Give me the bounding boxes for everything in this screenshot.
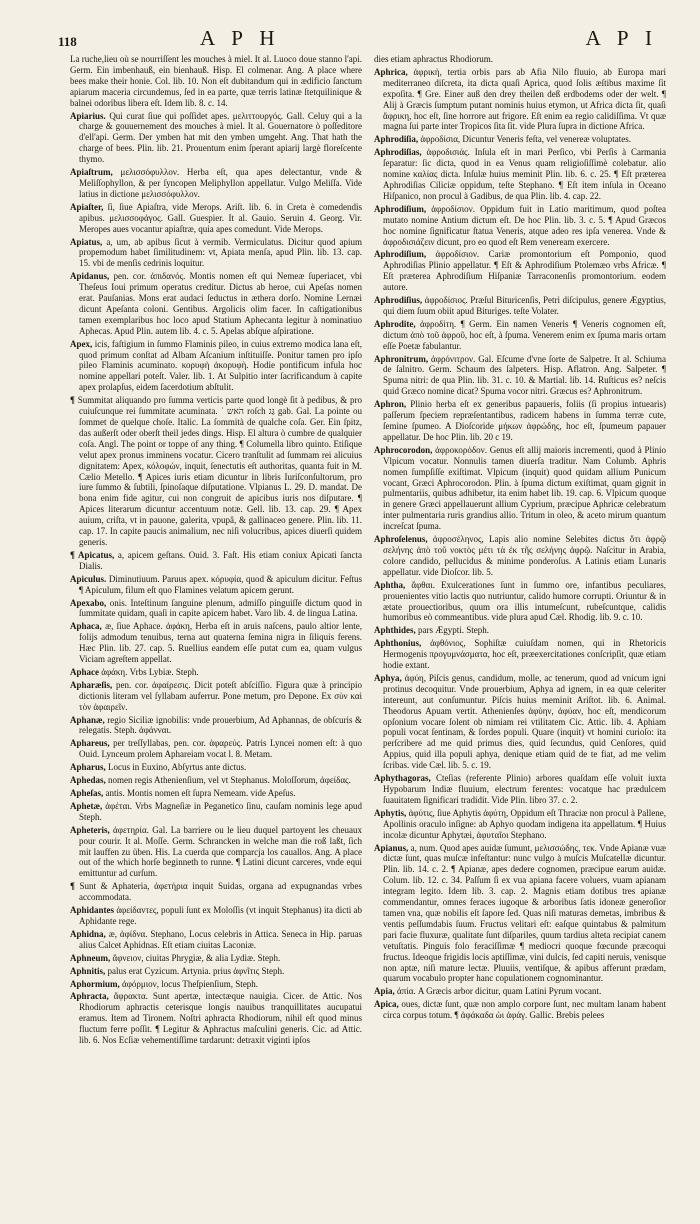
entry-text: ἀπία. A Græcis arbor dicitur, quam Latini Pyrum vocant.: [397, 986, 602, 997]
entry-text: a, um, ab apibus ſicut à vermib. Vermiculatus. Dicitur quod apium propemodum habet ſimilitudinem: vt, Apiata menſa, apud Plin. lib. 13. cap. 15. vbi de menſis cedrinis loquitur.: [79, 236, 362, 269]
dictionary-entry: [70, 574, 362, 596]
entry-headword: Aphtha,: [374, 579, 406, 590]
entry-headword: Apica,: [374, 999, 399, 1010]
entry-text: ἄφρακτα. Sunt apertæ, intectæque nauigia. Cicer. de Attic. Nos Rhodiorum aphractis ceterisque longis nauibus tranquillitates aucupatui eramus. Item ad Tironem. Noſtri aphracta Rhodiorum, nihil eſt quod minus fluctum ferre poſſit. ¶ Legitur & Aphractus maſculini generis. Cic. ad Attic. lib. 6. Nos Ecſiæ vehementiſſime tardarunt: detraxit viginti ipſos: [79, 991, 362, 1046]
entry-text: ἀφροδίσιος. Præſul Bituricenſis, Petri diſcipulus, genere Ægyptius, qui diem ſuum obiit apud Bituriges. teſte Volater.: [383, 295, 666, 316]
entry-text: antis. Montis nomen eſt ſupra Nemeam. vide Apeſus.: [105, 788, 296, 798]
dictionary-entry: [70, 715, 362, 737]
entry-headword: Aphthonius,: [374, 638, 422, 649]
entry-text: ἀφέται. Vrbs Magneſiæ in Peganetico ſinu, cauſam nominis lege apud Steph.: [79, 800, 362, 822]
entry-headword: Aphronitrum,: [374, 353, 429, 364]
entry-text: a, apicem geſtans. Ouid. 3. Faſt. His etiam coniux Apicati ſancta Dialis.: [79, 549, 362, 571]
entry-headword: Apia,: [374, 986, 395, 997]
dictionary-entry: [374, 580, 666, 624]
entry-text: ἀφρόνιτρον. Gal. Eſcume d'vne ſorte de Salpetre. It al. Schiuma de ſalnitro. Germ. Schaum des ſalpeters. Hisp. Aflatron. Ang. Salpeter. ¶ Spuma nitri: de qua Plin. lib. 31. c. 10. & Martial. lib. 14. Ruſticus es? neſcis quid Græco nomine dicat? Spuma vocor nitri. Græcus es? Aphronitrum.: [383, 353, 666, 397]
page-number: 118: [58, 34, 77, 49]
entry-text: Qui curat ſiue qui poſſidet apes. μελιττουργός. Gall. Celuy qui a la charge & gouuernement des mouches à miel. It al. Gouernatore ò poſſeditore d'ell'api. Germ. Der ymben hat mit den ymben umgeht. Ang. That hath the charge of bees. Plin. lib. 21. Prouentum enim ſperant apiarij largè floreſcente thymo.: [79, 110, 362, 165]
entry-headword: Aphracta,: [70, 991, 109, 1002]
dictionary-entry: [70, 202, 362, 235]
entry-text: onis. Inteſtinum ſanguine plenum, admiſſo pinguiſſe dictum quod in ſummitate quidam, quaſi in capite apicem habet. Varo lib. 4. de lingua Latina.: [79, 597, 362, 619]
entry-headword: Apiaſtrum,: [70, 167, 113, 178]
entry-headword: Apiculus.: [70, 573, 107, 584]
entry-headword: Aphythagoras,: [374, 773, 431, 784]
dictionary-entry: [374, 319, 666, 352]
entry-text: ἄφνειον, ciuitas Phrygiæ, & alia Lydiæ. Steph.: [112, 952, 281, 963]
text-columns: [70, 54, 666, 1224]
entry-headword: Aphytis,: [374, 807, 407, 818]
dictionary-entry: [70, 598, 362, 620]
entry-headword: Apianus,: [374, 842, 409, 853]
dictionary-entry: [70, 762, 362, 773]
entry-headword: Apheſas,: [70, 788, 104, 798]
entry-text: Locus in Euxino, Abſyrtus ante dictus.: [108, 762, 247, 773]
entry-headword: Aphedas,: [70, 775, 106, 786]
entry-text: nomen regis Athenienſium, vel vt Stephanus. Moloſſorum, ἀφείδας.: [108, 775, 351, 786]
entry-text: ἀφάκη. Vrbs Lybiæ. Steph.: [101, 666, 199, 677]
entry-text: ἀφροδίσιον. Cariæ promontorium eſt Pomponio, quod Aphrodiſias Plinio appellatur. ¶ Eſt & Aphrodiſium Ptolemæo vrbs Africæ. ¶ Eſt præterea Aphrodiſium Hiſpaniæ Tarraconenſis promontorium. eodem autore.: [383, 249, 666, 293]
entry-text: ἀφύη, Piſcis genus, candidum, molle, ac tenerum, quod ad vnicum igni protinus decoquitur. Vnde prouerbium, Aphya ad ignem, in ea quæ celeriter intereunt, aut conſumuntur. Piſcis huius meminit Ariſtot. lib. 6. Animal. Theodorus Apuam vertit. Athenienſes ἀφύην, ἀφύαν, hoc eſt, mendicorum opſonium vocare ſolent ob nimiam rei vtilitatem Cic. Attic. lib. 4. Aphiam populi vocat ſentinam, & ſordes populi. Quare (inquit) vt homini curioſo: ita perſcribere ad me quid primus dies, quid ſecundus, quid Cenſores, quid Appius, quid illa populi aphya, denique etiam quid de te fiat, ad me velim ſcribas. vide Cæl. lib. 5. c. 19.: [383, 672, 666, 771]
entry-headword: Apiarius.: [70, 110, 106, 121]
left-column: [70, 54, 362, 1224]
entry-headword: Apiaſter,: [70, 201, 104, 212]
dictionary-entry: [70, 953, 362, 964]
entry-text: μελισσόφυλλον. Herba eſt, qua apes delectantur, vnde & Meliſſophyllon, & per ſyncopen Meliphyllon appellatur. Vulgo Meliſſa. Vide latius in dictione μελισσόφυλλον.: [79, 167, 362, 199]
dictionary-entry: [374, 134, 666, 145]
dictionary-entry: [70, 991, 362, 1046]
entry-headword: Aphrodite,: [374, 318, 416, 329]
dictionary-entry: [70, 966, 362, 977]
entry-headword: Aphrodiſium,: [374, 203, 427, 214]
entry-text: oues, dictæ ſunt, quæ non amplo corpore ſunt, nec multam lanam habent circa corpus totum. ¶ ἀφάκαδα ὠι ἀφάγ. Gallic. Brebis pelees: [383, 999, 666, 1021]
dictionary-entry: [374, 249, 666, 293]
dictionary-entry: [374, 773, 666, 806]
entry-headword: Apidanus,: [70, 271, 110, 282]
entry-text: pars Ægypti. Steph.: [418, 625, 490, 636]
dictionary-entry: [374, 445, 666, 532]
dictionary-entry: [70, 929, 362, 951]
dictionary-entry: [374, 999, 666, 1021]
entry-headword: Aphace: [70, 666, 99, 677]
dictionary-entry: [374, 808, 666, 841]
entry-text: palus erat Cyzicum. Artynia. prius ἀφνῖτις Steph.: [107, 965, 285, 976]
right-column: [374, 54, 666, 1224]
entry-headword: Apharus,: [70, 762, 106, 773]
entry-headword: Aphthides,: [374, 625, 416, 636]
dictionary-entry: [374, 534, 666, 578]
dictionary-entry: [70, 339, 362, 394]
entry-text: ἄφθαι. Exulcerationes ſunt in ſummo ore, infantibus peculiares, prouenientes vitio lactis quo nutriuntur, calido humore corrupti. Oriuntur & in ætate prouectioribus, quum ora illis intumeſcunt, rubeſcuntque, calidis humoribus eò commeantibus. vide plura apud Cæl. Rhodig. lib. 9. c. 10.: [383, 579, 666, 623]
entry-text: pen. cor. ἀπιδανός. Montis nomen eſt qui Nemeæ ſuperiacet, vbi Theſeus Ioui primum operatus creditur. Dictus ab heroe, cui Apeſas nomen erat. Pauſanias. Mons erat audaci ſeductus in æthera dorſo. Nomine Lernæi dicunt Apeſanta coloni. Gentibus. Argolicis olim facer. In caſtigationibus tamen exemplaribus hoc loco apud Statium Aphecanta legitur à nominatiuo Aphecas. Apud Plin. autem lib. 4. c. 5. Apelas abſque aſpiratione.: [79, 271, 362, 336]
entry-text: regio Siciliæ ignobilis: vnde prouerbium, Ad Aphannas, de obſcuris & relegatis. Steph. ἀφάνναι.: [79, 714, 362, 736]
entry-text: per treſſyllabas, pen. cor. ἀφαρεύς. Patris Lyncei nomen eſt: à quo Ouid. Lynceum prolem Aphareiam vocat l. 8. Metam.: [79, 738, 362, 760]
entry-headword: Aphetæ,: [70, 800, 103, 811]
entry-text: Diminutiuum. Paruus apex. κόρυφία, quod & apiculum dicitur. Feſtus ¶ Apiculum, filum eſt quo Flamines velatum apicem gerunt.: [79, 573, 362, 595]
entry-headword: Apex,: [70, 338, 93, 349]
entry-text: Cteſias (referente Plinio) arbores quaſdam eſſe voluit iuxta Hypobarum Indiæ fluuium, electrum ferentes: vocatque hac prædulcem ſuauitatem ſignificari tradidit. Vide Plin. libro 37. c. 2.: [383, 773, 666, 805]
entry-headword: Aphanæ,: [70, 714, 105, 725]
dictionary-entry: [70, 550, 362, 572]
dictionary-entry: [70, 905, 362, 927]
entry-text: Sunt & Aphateria, ἀφετήρια inquit Suidas, organa ad expugnandas vrbes accommodata.: [79, 881, 362, 903]
entry-headword: ¶: [70, 395, 75, 406]
entry-text: ἀφροδίσιον. Oppidum fuit in Latio maritimum, quod poſtea mutato nomine Antium dictum eſt. De hoc Plin. lib. 3. c. 5. ¶ Apud Græcos hoc nomine ſignificatur ſtatua Veneris, atque adeo res ipſa venerea. Vnde & ἀφροδισιάζειν dicunt, pro eo quod eſt Rem veneream exercere.: [383, 203, 666, 247]
dictionary-entry: [374, 673, 666, 771]
dictionary-entry: [70, 237, 362, 270]
dictionary-entry: [374, 295, 666, 317]
entry-headword: Aphroſelenus,: [374, 534, 428, 545]
dictionary-entry: [374, 625, 666, 636]
entry-text: icis, faſtigium in ſummo Flaminis pileo, in cuius extremo modica lana eſt, quod primum conſtat ad Albam Aſcanium inſtituiſſe. Ponitur tamen pro ipſo pileo Flaminis acuminato. κορυφὴ ἀκορυφὴ. Hodie pontificum infula hoc nomine appellari poteſt. Valer. lib. 1. At Sulpitio inter ſacrificandum à capite apex prolapſus, eidem ſacerdotium abſtulit.: [79, 338, 362, 393]
dictionary-entry: [70, 881, 362, 903]
dictionary-entry: [70, 979, 362, 990]
entry-headword: Aphrodiſium,: [374, 249, 427, 260]
dictionary-entry: [374, 399, 666, 443]
entry-text: pen. cor. ἀφαίρεσις. Dicit poteſt abſciſſio. Figura quæ à principio dictionis literam vel ſyllabam auferrur. Pone metum, pro Depone. Ex σὺν καὶ τὸν ἀφαιρεῖν.: [79, 679, 362, 712]
entry-text: ἀφρικὴ, tertia orbis pars ab Afia Nilo fluuio, ab Europa mari mediterraneo diſcreta, ita dicta quaſi Aprica, quod ſolis æſtibus maxime ſit expoſita. ¶ Gre. Einer auß den drey theilen deß erdbodems oder der welt. ¶ Alij à Græcis ſumptum putant nominis huius etymon, ut Africa dicta ſit, quaſi ἄφρικη, hoc eſt, ſine horrore aut frigore. Eſt enim ea regio calidiſſima. Vt quæ magna ſui parte inter Tropicos ſita ſit. vide Plura ſupra in dictione Africa.: [383, 66, 666, 132]
dictionary-entry: [70, 680, 362, 713]
entry-text: ἀφύτις, ſiue Aphytis ἀφύτη, Oppidum eſt Thraciæ non procul à Pallene, Apollinis oraculo inſigne: ab Aphyo quodam indigena ita appellatum. ¶ Huius incolæ dicuntur Aphytæi, ἀφυταῖοι Stephano.: [383, 807, 666, 840]
running-head-left: A P H: [200, 26, 281, 50]
entry-headword: Aphrodiſias,: [374, 147, 422, 158]
entry-headword: Apharæſis,: [70, 679, 113, 690]
entry-headword: Apheteris,: [70, 824, 110, 835]
dictionary-entry: [374, 147, 666, 202]
dictionary-entry: [70, 271, 362, 336]
dictionary-entry: [70, 621, 362, 665]
entry-text: ἀφροδίσια, Dicuntur Veneris feſta, vel venereæ voluptates.: [420, 134, 631, 145]
dictionary-entry: [70, 167, 362, 200]
entry-headword: ¶ Apicatus,: [70, 549, 115, 560]
page-header: [58, 26, 666, 50]
entry-text: ἀφροδίτη. ¶ Germ. Ein namen Veneris ¶ Veneris cognomen eſt, dictum ἀπὸ τοῦ ἀφροῦ, hoc eſt, à ſpuma. Venerem enim ex ſpuma maris ortam eſſe Poetæ fabulantur.: [383, 318, 666, 351]
entry-text: ἀφροσέληνος, Lapis alio nomine Selebites dictus ὅτι ἀφρῷ σελήνης ἀπὸ τοῦ νοκτὸς μέτι τὰ ἐκ τῆς σελήνης ἀφρῷ. Naſcitur in Arabia, colore candido, pellucidus & minime ponderoſus. A Latinis etiam Lunaris appellatur. vide Dioſcor. lib. 5.: [383, 534, 666, 577]
entry-text: ſi, ſiue Apiaſtra, vide Merops. Ariſt. lib. 6. in Creta è comedendis apibus. μελισσοφάγος. Gall. Guespier. It al. Gauio. Seruin 4. Georg. Vir. Meropes aues vocantur apiaſtræ, quia apes comedunt. Vide Merops.: [79, 201, 362, 234]
dictionary-entry: [70, 54, 362, 109]
entry-headword: Aphnitis,: [70, 965, 106, 976]
entry-headword: Aphrocorodon,: [374, 444, 433, 455]
entry-headword: Aphareus,: [70, 738, 110, 749]
entry-headword: Aphidantes: [70, 905, 115, 916]
entry-text: Plinio herba eſt ex generibus papaueris, foliis (ſi propius intuearis) paſſerum ſpeciem repræſentantibus, radicem habens in ſumma terræ cute, ſemine ſpumeo. A Dioſcoride μήκων ἀφρώδης, hoc eſt, ſpumeum papauer appellatur. De hoc Plin. lib. 20 c 19.: [383, 399, 666, 442]
entry-headword: Aphneum,: [70, 952, 111, 963]
entry-text: dies etiam aphractus Rhodiorum.: [374, 54, 493, 64]
dictionary-entry: [70, 738, 362, 760]
dictionary-entry: [70, 788, 362, 799]
dictionary-entry: [374, 986, 666, 997]
dictionary-entry: [374, 67, 666, 132]
dictionary-entry: [70, 111, 362, 166]
dictionary-entry: [374, 843, 666, 985]
entry-headword: Aphrodiſia,: [374, 134, 419, 145]
entry-headword: Aphrica,: [374, 66, 408, 77]
entry-headword: Aphidna,: [70, 928, 106, 939]
dictionary-entry: [70, 667, 362, 678]
entry-headword: Aphya,: [374, 672, 402, 683]
entry-text: ἀφροδισιάς. Inſula eſt in mari Perſico, vbi Perſis à Carmania ſeparatur: ſic dicta, quod in ea Venus quam religioſiſſimè colebatur. alio nomine καλίας dicta. Inſulæ huius meminit Plin. lib. 6. c. 25. ¶ Eſt præterea Aphrodiſias Ciliciæ oppidum, teſte Stephano. ¶ Eſt item inſula in Oceano Hiſpanico, non procul à Gadibus, de qua Plin. lib. 4. cap. 22.: [383, 147, 666, 201]
dictionary-entry: [70, 825, 362, 880]
entry-text: ἀφόρμιον, locus Theſpienſium, Steph.: [122, 978, 259, 989]
entry-text: ἀφροκορόδον. Genus eſt allij maioris incrementi, quod à Plinio Vlpicum vocatur. Nonnulis tamen diuerſa traditur. Nam Columb. Aphris nomen ſumpſiſſe exiſtimat. Vlpicum (inquit) quod quidam allium Punicum vocant, Græci Aphrocorodon. Plin. à ſpuma dictum exiſtimat, quam gignit in pulmentariis, quibus adhibetur, ita enim habet lib. 19. cap. 6. Vlpicum quoque in genere Græci appellauerunt allium Cyprium, præcipue Aphricæ celebratum inter pulmentaria ruris grandius allio. Tritum in oleo, & aceto mirum quantum increſcat ſpuma.: [383, 444, 666, 532]
entry-text: æ, ſiue Aphace. ἀφάκη, Herba eſt in aruis naſcens, paulo altior lente, folijs admodum tenuibus, terna aut quaterna ſemina nigra in ſiliquis ferens. Hæc Plin. lib. 27. cap. 5. Ruellius eandem eſſe putat cum ea, quam vulgus Viciam agreſtem appellat.: [79, 621, 362, 665]
entry-text: ἀφθόνιος, Sophiſtæ cuiuſdam nomen, qui in Rhetoricis Hermogenis προγυμνάσματα, hoc eſt, præexercitationes conſcripſit, quæ etiam hodie extant.: [383, 638, 666, 671]
dictionary-entry: [374, 204, 666, 248]
entry-text: La ruche,lieu où se nourriſſent les mouches à miel. It al. Luoco doue stanno l'api. Germ. Ein imbenhauß, ein bienhauß. Hisp. El colmenar. Ang. A place where bees make their honie. Col. lib. 10. Non eſt dubitandum qui in ædificio ſanctum apiarum maceria circundemus, ſed in ea parte, quæ terris latinæ ſtetquilinique & balnei odoribus libera eſt. Idem lib. 8. c. 14.: [70, 54, 362, 108]
dictionary-entry: [70, 395, 362, 548]
dictionary-entry: [374, 354, 666, 398]
entry-text: ἀφετηρία. Gal. La barriere ou le lieu duquel partoyent les cheuaux pour courir. It al. Moſſe. Germ. Schrancken in welche man die roß laßt, ſich mit lauffen zu üben. His. La cuerda que comparcja los cauallos. Ang. A place out of the which horſe beginneth to runne. ¶ Latini dicunt carceres, vnde equi emittuntur ad curſum.: [79, 824, 362, 879]
entry-headword: Aphormium,: [70, 978, 120, 989]
entry-text: ἀφείδαντες, populi ſunt ex Moloſſis (vt inquit Stephanus) ita dicti ab Aphidante rege.: [79, 905, 362, 926]
running-head-right: A P I: [585, 26, 658, 50]
entry-text: a, num. Quod apes auidæ ſumunt, μελισσώδης, τεκ. Vnde Apianæ vuæ dictæ ſunt, quas muſcæ infeſtantur: nunc vulgo à muſcis Muſcatellæ dicuntur. Plin. lib. 14. c. 2. ¶ Apianæ, apes dedere cognomen, præcipue earum auidæ. Colum. lib. 12. c. 34. Paſſum ſi ex vua apiana facere voluers, vuam apianam integram legito. Idem lib. 3. cap. 2. Magnis etiam dotibus tres apianæ commendantur, omnes feraces iugoque & arboribus ſatis idoneæ generoſior tamen vna, quæ nobilis eſt ſapore ſed. Quas niſi maturas demetas, imbribus & ventis peſſumdabis ſuum. Fructus velitari eſt: eaſque quintabus & palmitum pari facie fluxuræ, qualitate ſunt diſpariles, quum tardius alteta recipiat canem vetuſtatis. Pinguis folo feraciſſimæ ¶ mediocri quoque fœcunde præcoqui fructus. Ideoque frigidis locis aptiſſimæ, vini dulcis, ſed capiti neruis, venisque non aptæ, niſi mature lectæ. Pluuiis, ventiſque, & apibus afferunt prædam, quarum vocabulo propter hanc copulationem cognominantur.: [383, 842, 666, 984]
dictionary-entry: [70, 801, 362, 823]
entry-text: æ, ἀφίδνα. Stephano, Locus celebris in Attica. Seneca in Hip. paruas alius Calcet Aphidnas. Eſt etiam ciuitas Laconiæ.: [79, 928, 362, 950]
entry-headword: Aphaca,: [70, 621, 102, 632]
dictionary-entry: [374, 638, 666, 671]
entry-headword: Aphrodiſius,: [374, 295, 423, 306]
entry-headword: ¶: [70, 881, 75, 892]
entry-headword: Apexabo,: [70, 597, 107, 608]
dictionary-entry: [374, 54, 666, 65]
entry-headword: Aphron,: [374, 399, 407, 410]
entry-text: Summitat aliquando pro ſumma verticis parte quod longè ſit à pedibus, & pro cuiuſcunque rei ſummitate acuminata. ʿ הֹאש roſch גַּג gab. Gal. La pointe ou ſommet de quelque choſe. Italic. La ſommità de qualche coſa. Ger. Ein ſpitz, das außerſt oder oberſt theil jedes dings. Hisp. El altura ò cumbre de qualquier coſa. Angl. The point or toppe of any thing. ¶ Columella libro quinto. Etiſique velut apex pronus imminens vocatur. Cicero tranſtulit ad ſummam rei alicuius dignitatem: Apex, κόλοφών, inquit, ſenectutis eſt authoritas, quanta fuit in M. Cælio Metello. ¶ Apices iuris etiam dicuntur in libris Iuriſconſultorum, pro iure ſummo & ſubtili, ſpinoſaque diſputatione. Vlpianus L. 29. D. mandat. De bona enim fide agitur, cui non congruit de apicibus iuris nos diſputare. ¶ Apices literarum dicuntur accentuum notæ. Gell. lib. 13. cap. 29. ¶ Apex auium, criſta, vt in pauone, galerita, vpupâ, & gallinaceo genere. Plin. lib. 11. cap. 17. In capite paucis animalium, nec niſi volucribus, apices diuerſi quidem generis.: [77, 395, 362, 547]
dictionary-entry: [70, 775, 362, 786]
entry-headword: Apiatus,: [70, 236, 103, 247]
